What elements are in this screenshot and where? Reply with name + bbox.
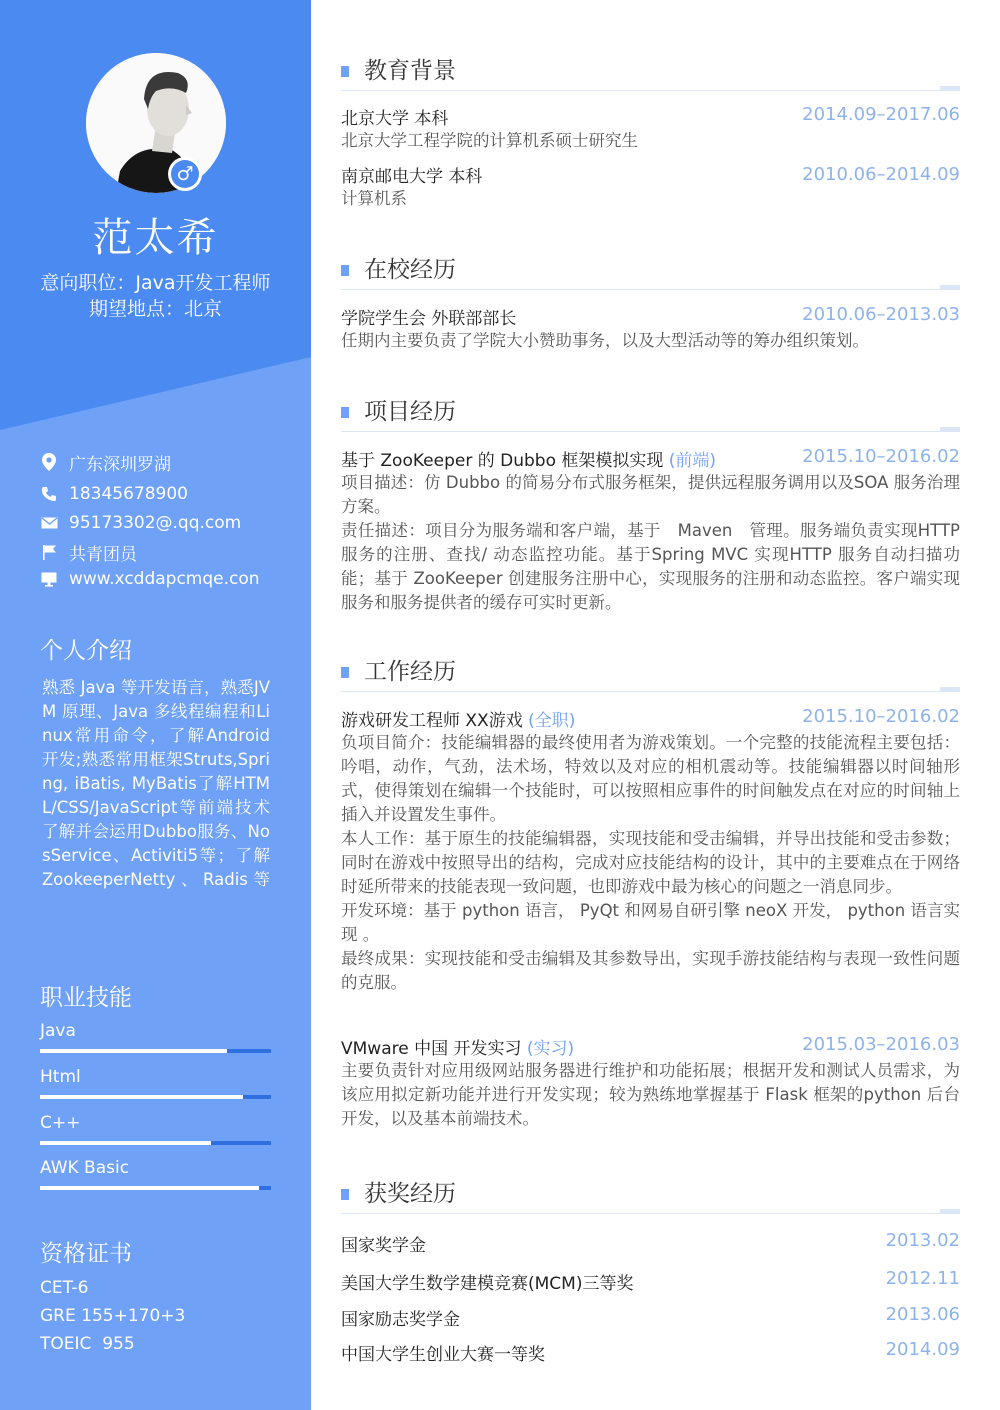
entry-title-text: 基于 ZooKeeper 的 Dubbo 框架模拟实现	[341, 451, 669, 471]
monitor-icon	[40, 570, 58, 588]
divider	[341, 289, 960, 290]
entry-date: 2015.10–2016.02	[802, 706, 960, 727]
award-title: 国家励志奖学金	[341, 1310, 460, 1330]
entry-title: 南京邮电大学 本科	[341, 167, 483, 187]
contact-politics	[40, 538, 300, 566]
intro-text: 熟悉 Java 等开发语言，熟悉JVM 原理、Java 多线程编程和Linux常用命令，了解Android 开发;熟悉常用框架Struts,Spring, iBatis, MyBatis了解HTML/CSS/JavaScript等前端技术了解并会运用Dubbo服务、NosService、Activiti5等；了解ZookeeperNetty、Radis等	[42, 678, 270, 889]
award-entry	[341, 1269, 960, 1294]
contact-address-text: 广东深圳罗湖	[69, 454, 171, 475]
skill-level	[40, 1186, 259, 1190]
divider-tab	[940, 687, 960, 691]
entry-desc: 最终成果：实现技能和受击编辑及其参数导出，实现手游技能结构与表现一致性问题的克服。	[341, 949, 960, 992]
certs-title: 资格证书	[40, 1241, 132, 1267]
divider	[341, 431, 960, 432]
entry-desc: 责任描述：项目分为服务端和客户端，基于 Maven 管理。服务端负责实现HTTP 服务的注册、查找/ 动态监控功能。基于Spring MVC 实现HTTP 服务自动扫描功能；基于 ZooKeeper 创建服务注册中心，实现服务的注册和动态监控。客户端实现服务和服务提供者的缓存可实时更新。	[341, 521, 960, 612]
skill-bar	[40, 1186, 271, 1190]
award-entry	[341, 1305, 960, 1330]
skill-name: C++	[40, 1113, 81, 1133]
entry-desc: 开发环境：基于 python 语言， PyQt 和网易自研引擎 neoX 开发， python 语言实现 。	[341, 901, 960, 944]
section-bullet-icon	[341, 407, 349, 418]
entry-desc: 任期内主要负责了学院大小赞助事务，以及大型活动等的筹办组织策划。	[341, 331, 869, 350]
cert-item: CET-6	[40, 1278, 89, 1298]
cert-item: TOEIC 955	[40, 1334, 135, 1354]
entry-tag: (前端)	[668, 451, 717, 471]
male-icon: ♂	[171, 160, 199, 188]
section-title: 在校经历	[364, 257, 456, 283]
contact-politics-text: 共青团员	[69, 544, 137, 565]
skill-level	[40, 1095, 243, 1099]
entry-date: 2015.03–2016.03	[802, 1034, 960, 1055]
candidate-name: 范太希	[92, 215, 219, 261]
award-title: 国家奖学金	[341, 1236, 426, 1256]
work-entry	[341, 1034, 960, 1131]
contact-email[interactable]	[40, 509, 300, 537]
work-entry	[341, 706, 960, 995]
contact-website-text: www.xcddapcmqe.con	[69, 569, 260, 589]
skill-bar	[40, 1141, 271, 1145]
gender-badge	[168, 157, 202, 191]
cert-item: GRE 155+170+3	[40, 1306, 186, 1326]
section-bullet-icon	[341, 667, 349, 678]
skill-item	[40, 1067, 271, 1099]
skill-level	[40, 1141, 211, 1145]
sidebar	[0, 0, 311, 1410]
intent-position: 意向职位：Java开发工程师	[40, 272, 271, 294]
section-header-campus	[341, 251, 960, 287]
contact-email-text: 95173302@.qq.com	[69, 513, 242, 533]
entry-title: 学院学生会 外联部部长	[341, 309, 517, 329]
divider-tab	[940, 285, 960, 289]
phone-icon	[40, 485, 58, 503]
intent-location: 期望地点：北京	[88, 298, 222, 320]
award-title: 中国大学生创业大赛一等奖	[341, 1345, 545, 1365]
award-entry	[341, 1340, 960, 1365]
entry-desc: 负项目简介：技能编辑器的最终使用者为游戏策划。一个完整的技能流程主要包括： 吟唱，动作，气劲，法术场，特效以及对应的相机震动等。技能编辑器以时间轴形式，使得策划在编辑一个技能时，可以按照相应事件的时间触发点在对应的时间轴上插入并设置发生事件。	[341, 733, 960, 824]
section-header-education	[341, 52, 960, 88]
divider-tab	[940, 86, 960, 90]
divider	[341, 90, 960, 91]
education-entry	[341, 162, 960, 211]
skill-item	[40, 1158, 271, 1190]
section-title: 获奖经历	[364, 1181, 456, 1207]
entry-tag: (全职)	[528, 711, 576, 731]
award-entry	[341, 1231, 960, 1256]
skill-level	[40, 1049, 227, 1053]
award-date: 2014.09	[885, 1339, 960, 1360]
entry-title-text: VMware 中国 开发实习	[341, 1039, 527, 1059]
contact-address	[40, 448, 300, 476]
entry-desc: 计算机系	[341, 189, 407, 208]
contact-list	[40, 448, 300, 594]
section-bullet-icon	[341, 66, 349, 77]
entry-title: 北京大学 本科	[341, 109, 449, 129]
section-bullet-icon	[341, 1189, 349, 1200]
skill-item	[40, 1021, 271, 1053]
campus-entry	[341, 304, 960, 353]
award-date: 2013.06	[885, 1304, 960, 1325]
divider-tab	[940, 427, 960, 431]
skill-bar	[40, 1049, 271, 1053]
section-title: 教育背景	[364, 58, 456, 84]
project-entry	[341, 446, 960, 615]
divider	[341, 691, 960, 692]
award-date: 2012.11	[885, 1268, 960, 1289]
divider	[341, 1213, 960, 1214]
entry-title-text: 游戏研发工程师 XX游戏	[341, 711, 529, 731]
entry-desc: 项目描述：仿 Dubbo 的简易分布式服务框架，提供远程服务调用以及SOA 服务治理方案。	[341, 473, 960, 516]
skill-name: Html	[40, 1067, 81, 1087]
contact-phone-text: 18345678900	[69, 484, 188, 504]
entry-date: 2010.06–2014.09	[802, 164, 960, 185]
portrait-image	[86, 53, 226, 193]
avatar	[86, 53, 226, 193]
skill-item	[40, 1113, 271, 1145]
entry-date: 2015.10–2016.02	[802, 446, 960, 467]
flag-icon	[40, 543, 58, 561]
education-entry	[341, 104, 960, 153]
contact-website[interactable]	[40, 565, 300, 593]
section-bullet-icon	[341, 265, 349, 276]
divider-tab	[940, 1209, 960, 1213]
section-header-awards	[341, 1175, 960, 1211]
section-header-project	[341, 393, 960, 429]
section-title: 项目经历	[364, 399, 456, 425]
entry-date: 2010.06–2013.03	[802, 304, 960, 325]
entry-desc: 北京大学工程学院的计算机系硕士研究生	[341, 131, 638, 150]
mail-icon	[40, 514, 58, 532]
award-date: 2013.02	[885, 1230, 960, 1251]
entry-desc: 本人工作：基于原生的技能编辑器，实现技能和受击编辑，并导出技能和受击参数；同时在游戏中按照导出的结构，完成对应技能结构的设计，其中的主要难点在于网络时延所带来的技能表现一致问题，也即游戏中最为核心的问题之一消息同步。	[341, 829, 960, 896]
section-title: 工作经历	[364, 659, 456, 685]
intro-title: 个人介绍	[40, 638, 132, 664]
skill-name: AWK Basic	[40, 1158, 130, 1178]
contact-phone	[40, 480, 300, 508]
location-pin-icon	[40, 453, 58, 471]
section-header-work	[341, 653, 960, 689]
entry-desc: 主要负责针对应用级网站服务器进行维护和功能拓展；根据开发和测试人员需求，为该应用拟定新功能并进行开发实现；较为熟练地掌握基于 Flask 框架的python 后台开发，以及基本前端技术。	[341, 1061, 960, 1128]
entry-tag: (实习)	[526, 1039, 575, 1059]
entry-date: 2014.09–2017.06	[802, 104, 960, 125]
skill-bar	[40, 1095, 271, 1099]
skill-name: Java	[40, 1021, 76, 1041]
award-title: 美国大学生数学建模竞赛(MCM)三等奖	[341, 1274, 634, 1294]
skills-title: 职业技能	[40, 985, 132, 1011]
